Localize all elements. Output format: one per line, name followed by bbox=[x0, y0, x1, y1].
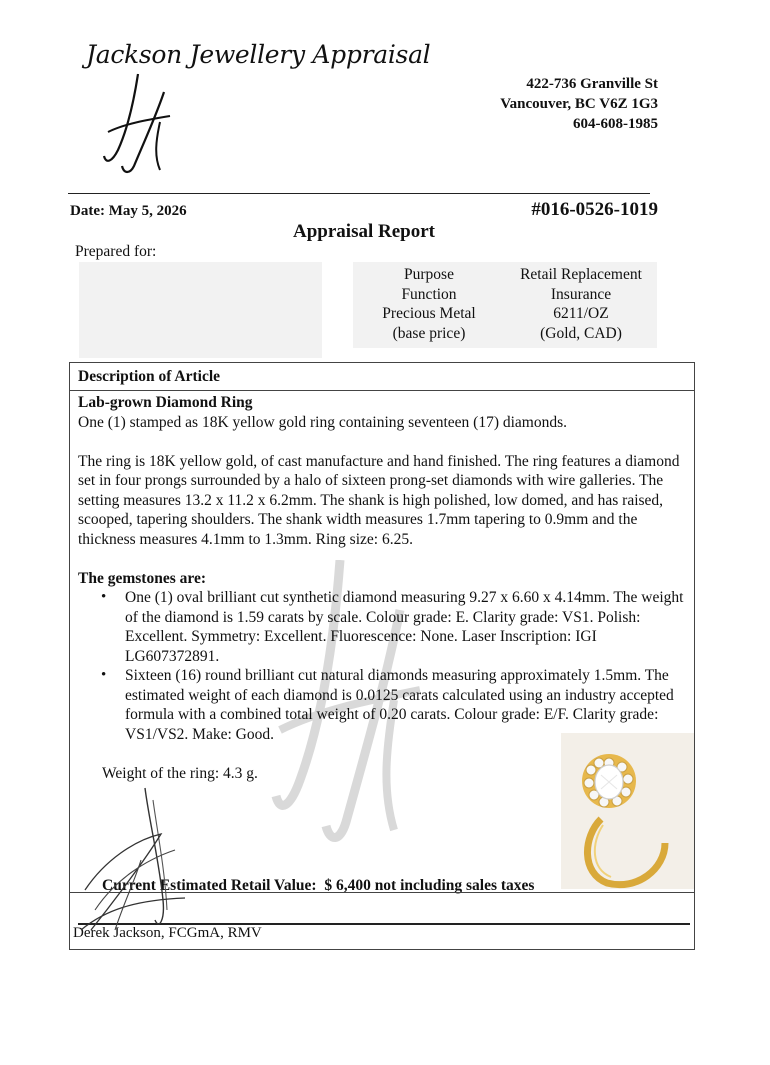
purpose-value: Retail Replacement bbox=[520, 266, 642, 283]
article-paragraph: The ring is 18K yellow gold, of cast manufacture and hand finished. The ring features a diamond set in four prongs surrounded by a halo of sixteen prong-set diamonds with wire galleries. The setting measures 13.2 x 11.2 x 6.2mm. The shank is high polished, low domed, and has raised, scooped, tapering shoulders. The shank width measures 1.7mm tapering to 0.9mm and the thickness measures 4.1mm to 1.3mm. Ring size: 6.25. bbox=[78, 452, 680, 548]
ring-photo bbox=[561, 733, 694, 889]
header-rule bbox=[68, 193, 650, 194]
retail-value-amount: $ 6,400 not including sales taxes bbox=[324, 877, 535, 894]
company-address bbox=[500, 74, 658, 134]
company-name: Jackson Jewellery Appraisal bbox=[86, 40, 431, 69]
ring-weight: Weight of the ring: 4.3 g. bbox=[102, 764, 258, 782]
purpose-labels bbox=[353, 265, 505, 343]
purpose-table bbox=[353, 262, 657, 348]
address-phone: 604-608-1985 bbox=[573, 116, 658, 132]
prepared-for-label: Prepared for: bbox=[75, 243, 157, 260]
report-number: #016-0526-1019 bbox=[531, 199, 658, 220]
function-label: Function bbox=[401, 285, 457, 303]
purpose-values bbox=[505, 265, 657, 343]
description-heading: Description of Article bbox=[70, 363, 694, 391]
precious-metal-value: 6211/OZ bbox=[553, 305, 609, 322]
article-title: Lab-grown Diamond Ring bbox=[78, 394, 253, 411]
function-value: Insurance bbox=[550, 285, 612, 303]
retail-value-label: Current Estimated Retail Value: bbox=[102, 877, 317, 894]
report-date: Date: May 5, 2026 bbox=[70, 203, 187, 219]
gemstone-item: • One (1) oval brilliant cut synthetic diamond measuring 9.27 x 6.60 x 4.14mm. The weight of the diamond is 1.59 carats by scale. Colour grade: E. Clarity grade: VS1. Polish: Excellent. Symmetry: Excellent. Fluorescence: None. Laser Inscription: IGI LG607372891. bbox=[125, 588, 688, 666]
prepared-for-box bbox=[79, 262, 322, 358]
gemstone-item: • Sixteen (16) round brilliant cut natural diamonds measuring approximately 1.5mm. The estimated weight of each diamond is 0.0125 carats calculated using an industry accepted formula with a combined total weight of 0.20 carats. Colour grade: E/F. Clarity grade: VS1/VS2. Make: Good. bbox=[125, 666, 688, 744]
base-price-value: (Gold, CAD) bbox=[540, 324, 622, 342]
appraiser-signature bbox=[75, 780, 195, 940]
monogram-logo bbox=[100, 70, 190, 180]
gemstone-list bbox=[78, 588, 688, 744]
report-title: Appraisal Report bbox=[293, 221, 435, 242]
purpose-label: Purpose bbox=[404, 266, 454, 283]
address-street: 422-736 Granville St bbox=[526, 76, 658, 92]
base-price-label: (base price) bbox=[392, 324, 466, 342]
description-body bbox=[78, 393, 688, 783]
article-summary: One (1) stamped as 18K yellow gold ring containing seventeen (17) diamonds. bbox=[78, 413, 567, 431]
address-city: Vancouver, BC V6Z 1G3 bbox=[500, 96, 658, 112]
gemstones-heading: The gemstones are: bbox=[78, 569, 206, 587]
appraiser-name: Derek Jackson, FCGmA, RMV bbox=[73, 925, 262, 941]
precious-metal-label: Precious Metal bbox=[382, 305, 476, 322]
